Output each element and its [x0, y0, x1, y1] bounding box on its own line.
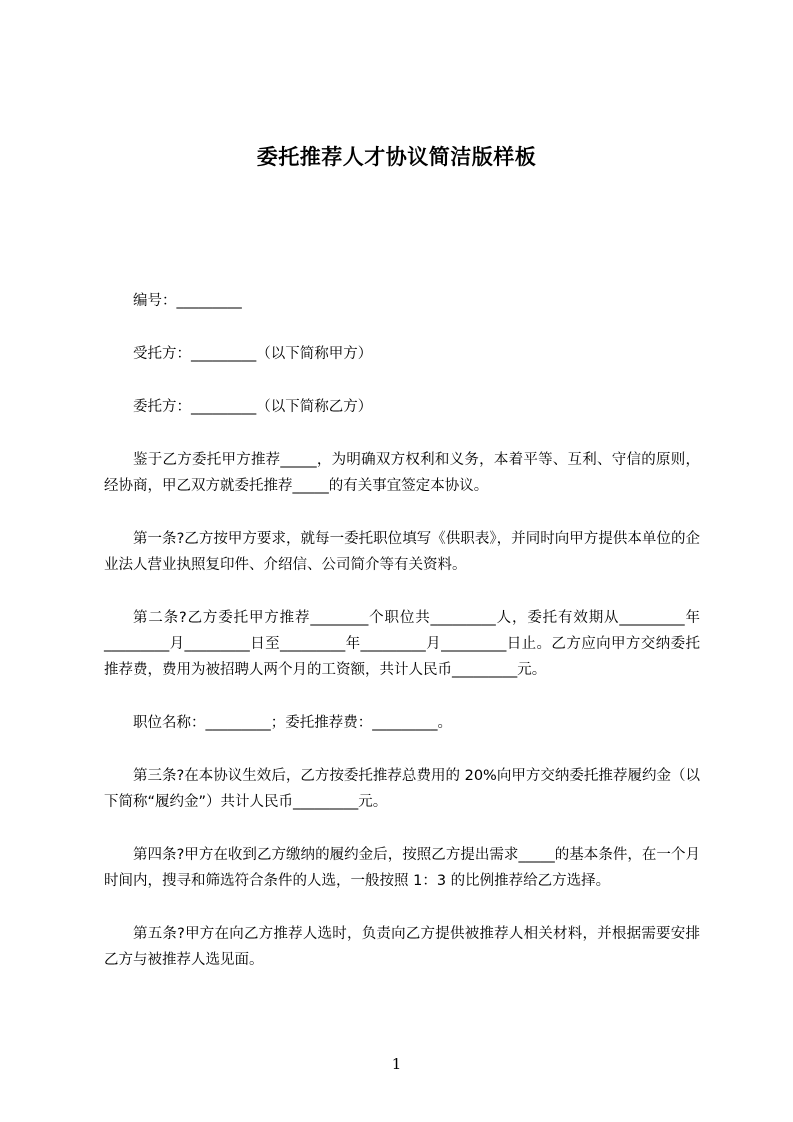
preamble-paragraph: 鉴于乙方委托甲方推荐_____，为明确双方权利和义务，本着平等、互利、守信的原则，经协商，甲乙双方就委托推荐_____的有关事宜签定本协议。 [104, 452, 700, 494]
field-entrustor: 委托方：_________（以下简称乙方） [133, 399, 373, 415]
document-body [104, 288, 700, 1000]
article-5: 第五条?甲方在向乙方推荐人选时，负责向乙方提供被推荐人相关材料，并根据需要安排乙方与被推荐人选见面。 [104, 926, 700, 968]
field-contract-number: 编号：_________ [133, 293, 242, 309]
article-4: 第四条?甲方在收到乙方缴纳的履约金后，按照乙方提出需求_____的基本条件，在一个月时间内，搜寻和筛选符合条件的人选，一般按照 1：3 的比例推荐给乙方选择。 [104, 847, 700, 889]
position-fee-line: 职位名称：_________；委托推荐费：_________。 [133, 715, 452, 731]
article-2: 第二条?乙方委托甲方推荐________个职位共_________人，委托有效期从_________年_________月_________日至_________年_________月_________日止。乙方应向甲方交纳委托推荐费，费用为被招聘人两个月的工资额，共计人民币_________元。 [104, 610, 700, 678]
article-1: 第一条?乙方按甲方要求，就每一委托职位填写《供职表》，并同时向甲方提供本单位的企业法人营业执照复印件、介绍信、公司简介等有关资料。 [104, 531, 700, 573]
article-3: 第三条?在本协议生效后，乙方按委托推荐总费用的 20%向甲方交纳委托推荐履约金（以下简称“履约金”）共计人民币_________元。 [104, 768, 700, 810]
page-number: 1 [391, 1055, 402, 1073]
document-title: 委托推荐人才协议简洁版样板 [256, 145, 537, 169]
field-trustee: 受托方：_________（以下简称甲方） [133, 346, 373, 362]
